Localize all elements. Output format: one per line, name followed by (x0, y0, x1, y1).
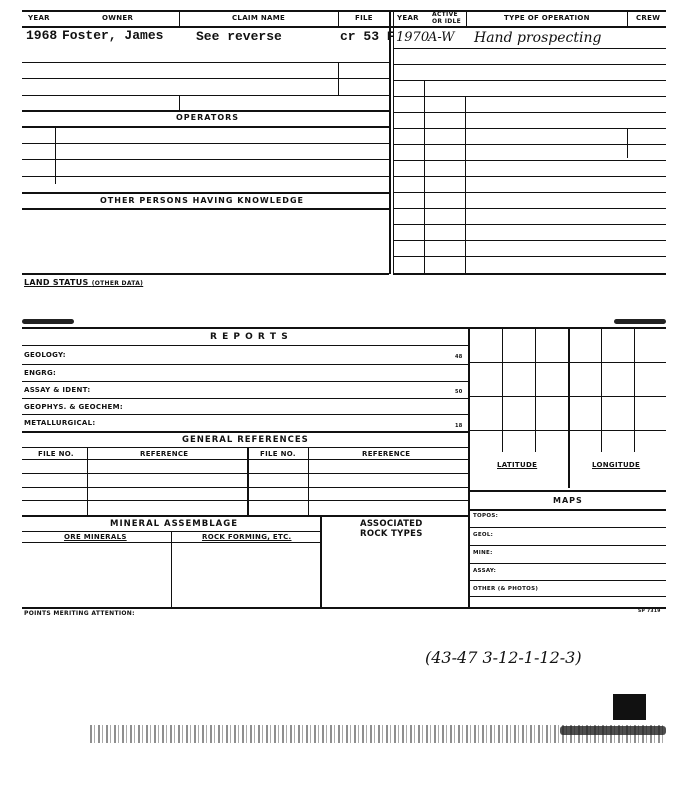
reports-heading: R E P O R T S (210, 332, 289, 342)
report-num-18: 18 (455, 423, 463, 429)
handwritten-note: (43-47 3-12-1-12-3) (425, 648, 582, 667)
report-metallurgical: METALLURGICAL: (24, 419, 96, 427)
land-status-label: LAND STATUS (24, 278, 89, 287)
report-engrg: ENGRG: (24, 369, 57, 377)
scan-dark-block (613, 694, 646, 720)
entry-claim-name: See reverse (196, 29, 282, 44)
latitude-label: LATITUDE (497, 461, 538, 469)
other-persons-heading: OTHER PERSONS HAVING KNOWLEDGE (100, 196, 304, 205)
ref-file-no-2: FILE NO. (260, 450, 296, 458)
report-geophys: GEOPHYS. & GEOCHEM: (24, 403, 123, 411)
general-references-heading: GENERAL REFERENCES (182, 435, 309, 445)
scan-smear-right (560, 726, 666, 735)
header-year: YEAR (28, 14, 50, 22)
header-year-2: YEAR (397, 14, 419, 22)
ink-smear-left (22, 319, 74, 324)
form-number: SP 7319 (638, 609, 661, 614)
entry-op-year: 1970 (396, 30, 430, 45)
header-type-of-operation: TYPE OF OPERATION (504, 14, 590, 22)
entry-owner: Foster, James (62, 28, 164, 43)
header-owner: OWNER (102, 14, 134, 22)
report-num-48: 48 (455, 354, 463, 360)
report-num-50: 50 (455, 389, 463, 395)
points-meriting-attention: POINTS MERITING ATTENTION: (24, 610, 135, 617)
header-claim-name: CLAIM NAME (232, 14, 286, 22)
longitude-label: LONGITUDE (592, 461, 641, 469)
ore-minerals-label: ORE MINERALS (64, 533, 127, 541)
operators-heading: OPERATORS (176, 113, 240, 122)
land-status-sub: (OTHER DATA) (91, 280, 144, 287)
entry-file: cr 53 F (340, 29, 395, 44)
ref-reference-1: REFERENCE (140, 450, 189, 458)
maps-heading: MAPS (553, 496, 583, 505)
maps-other: OTHER (& PHOTOS) (473, 586, 539, 592)
header-or-idle: OR IDLE (432, 18, 462, 25)
header-file: FILE (355, 14, 373, 22)
ref-file-no-1: FILE NO. (38, 450, 74, 458)
report-geology: GEOLOGY: (24, 351, 66, 359)
maps-assay: ASSAY: (473, 568, 497, 574)
land-status-heading (24, 279, 143, 287)
entry-year: 1968 (26, 28, 58, 43)
entry-active-idle: A-W (428, 30, 455, 45)
maps-topos: TOPOS: (473, 513, 499, 519)
ref-reference-2: REFERENCE (362, 450, 411, 458)
associated-rock-types-2: ROCK TYPES (360, 529, 423, 539)
ink-smear-right (614, 319, 666, 324)
entry-type-of-operation: Hand prospecting (474, 30, 602, 46)
rock-forming-label: ROCK FORMING, ETC. (202, 533, 292, 541)
mineral-assemblage-heading: MINERAL ASSEMBLAGE (110, 519, 239, 529)
header-active: ACTIVE (432, 11, 458, 18)
maps-geol: GEOL: (473, 532, 494, 538)
report-assay: ASSAY & IDENT: (24, 386, 91, 394)
maps-mine: MINE: (473, 550, 493, 556)
associated-rock-types-1: ASSOCIATED (360, 519, 423, 529)
header-crew: CREW (636, 14, 661, 22)
